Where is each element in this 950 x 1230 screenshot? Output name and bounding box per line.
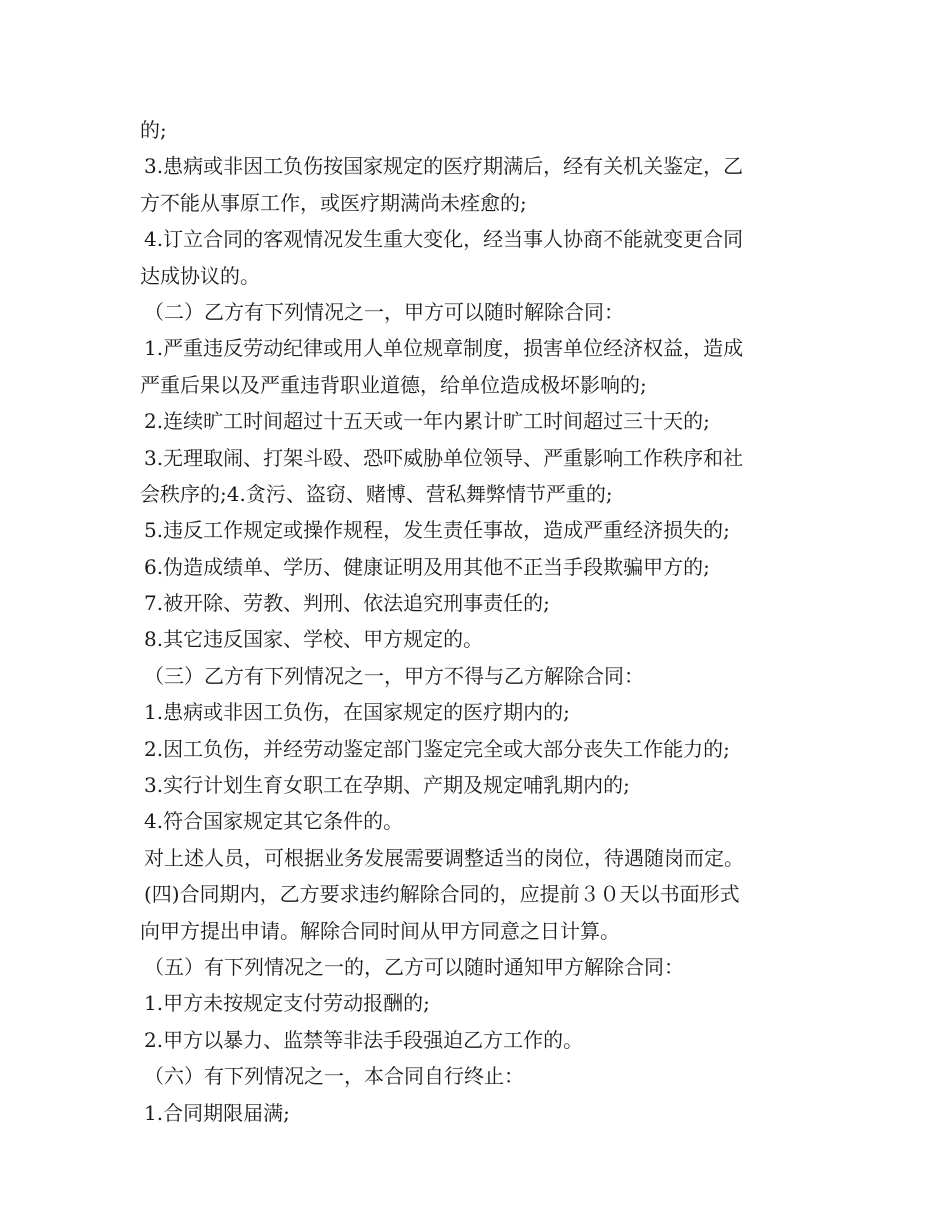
section-heading: （六）有下列情况之一，本合同自行终止： — [144, 1064, 524, 1089]
text-line: 4.符合国家规定其它条件的。 — [144, 809, 404, 834]
text-line: 3.无理取闹、打架斗殴、恐吓威胁单位领导、严重影响工作秩序和社 — [144, 445, 744, 470]
text-line: 方不能从事原工作，或医疗期满尚未痊愈的; — [140, 190, 527, 215]
text-line: 2.连续旷工时间超过十五天或一年内累计旷工时间超过三十天的; — [144, 409, 710, 434]
section-heading: （三）乙方有下列情况之一，甲方不得与乙方解除合同： — [144, 663, 644, 688]
text-line: 对上述人员，可根据业务发展需要调整适当的岗位，待遇随岗而定。 — [144, 845, 744, 870]
text-line: 1.甲方未按规定支付劳动报酬的; — [144, 991, 430, 1016]
text-line: 7.被开除、劳教、判刑、依法追究刑事责任的; — [144, 591, 550, 616]
text-line: 会秩序的;4.贪污、盗窃、赌博、营私舞弊情节严重的; — [140, 481, 613, 506]
text-line: 4.订立合同的客观情况发生重大变化，经当事人协商不能就变更合同 — [144, 227, 744, 252]
document-body — [140, 112, 820, 1131]
text-line: 的; — [140, 118, 167, 142]
text-line: 1.患病或非因工负伤，在国家规定的医疗期内的; — [144, 700, 570, 725]
text-line: 2.因工负伤，并经劳动鉴定部门鉴定完全或大部分丧失工作能力的; — [144, 736, 730, 761]
section-heading: （五）有下列情况之一的，乙方可以随时通知甲方解除合同： — [144, 954, 684, 979]
text-line: 6.伪造成绩单、学历、健康证明及用其他不正当手段欺骗甲方的; — [144, 554, 710, 579]
text-line: 达成协议的。 — [140, 263, 260, 288]
text-line: 1.合同期限届满; — [144, 1100, 290, 1125]
text-line: 5.违反工作规定或操作规程，发生责任事故，造成严重经济损失的; — [144, 518, 730, 543]
section-heading: （二）乙方有下列情况之一，甲方可以随时解除合同： — [144, 299, 624, 324]
text-line: 向甲方提出申请。解除合同时间从甲方同意之日计算。 — [140, 918, 620, 943]
text-line: 8.其它违反国家、学校、甲方规定的。 — [144, 627, 484, 652]
section-heading: (四)合同期内，乙方要求违约解除合同的，应提前３０天以书面形式 — [144, 882, 740, 907]
text-line: 1.严重违反劳动纪律或用人单位规章制度，损害单位经济权益，造成 — [144, 336, 744, 361]
text-line: 3.实行计划生育女职工在孕期、产期及规定哺乳期内的; — [144, 773, 630, 798]
text-line: 3.患病或非因工负伤按国家规定的医疗期满后，经有关机关鉴定，乙 — [144, 154, 744, 179]
text-line: 严重后果以及严重违背职业道德，给单位造成极坏影响的; — [140, 372, 647, 397]
text-line: 2.甲方以暴力、监禁等非法手段强迫乙方工作的。 — [144, 1027, 584, 1052]
